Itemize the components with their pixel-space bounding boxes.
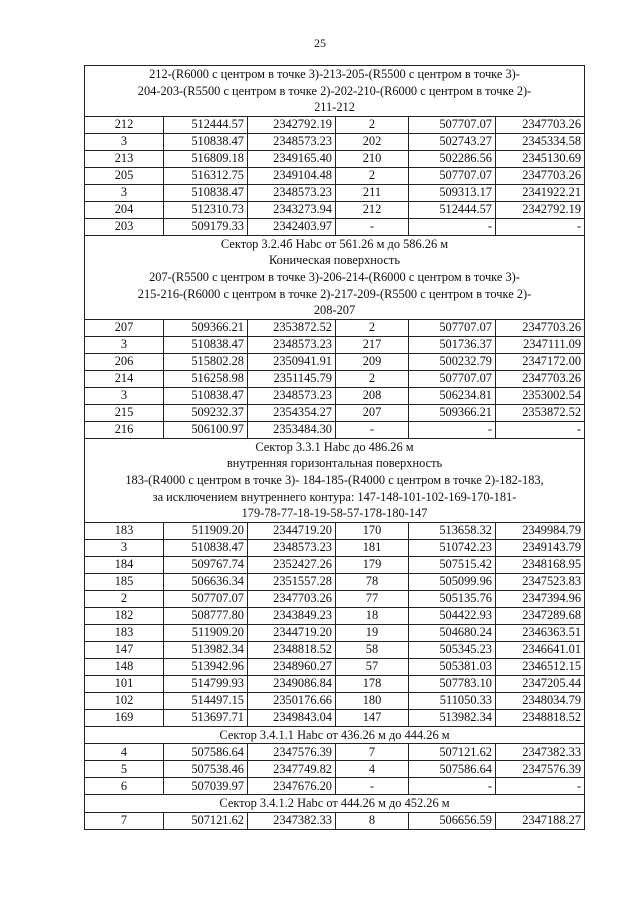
x-coordinate-cell: 502286.56 <box>409 150 496 167</box>
y-coordinate-cell: 2345130.69 <box>496 150 585 167</box>
point-id-cell: - <box>336 778 409 795</box>
y-coordinate-cell: 2349843.04 <box>248 709 336 726</box>
point-id-cell: 8 <box>336 812 409 829</box>
point-id-cell: 208 <box>336 387 409 404</box>
sector-header-line: Сектор 3.4.1.1 Нabс от 436.26 м до 444.26 м <box>219 727 450 742</box>
x-coordinate-cell: 507538.46 <box>164 761 248 778</box>
x-coordinate-cell: 513982.34 <box>164 641 248 658</box>
table-row <box>85 744 585 761</box>
y-coordinate-cell: 2343849.23 <box>248 607 336 624</box>
y-coordinate-cell: 2352427.26 <box>248 556 336 573</box>
sector-header-line: 212-(R6000 с центром в точке 3)-213-205-(R5500 с центром в точке 3)- <box>149 67 520 81</box>
point-id-cell: 183 <box>85 522 164 539</box>
x-coordinate-cell: 508777.80 <box>164 607 248 624</box>
y-coordinate-cell: 2349086.84 <box>248 675 336 692</box>
point-id-cell: 148 <box>85 658 164 675</box>
x-coordinate-cell: 507707.07 <box>409 116 496 133</box>
x-coordinate-cell: 516312.75 <box>164 167 248 184</box>
x-coordinate-cell: 501736.37 <box>409 336 496 353</box>
point-id-cell: 3 <box>85 336 164 353</box>
y-coordinate-cell: 2353872.52 <box>248 319 336 336</box>
x-coordinate-cell: 504680.24 <box>409 624 496 641</box>
point-id-cell: 101 <box>85 675 164 692</box>
x-coordinate-cell: 513697.71 <box>164 709 248 726</box>
y-coordinate-cell: - <box>496 218 585 235</box>
y-coordinate-cell: 2344719.20 <box>248 624 336 641</box>
y-coordinate-cell: 2347576.39 <box>496 761 585 778</box>
y-coordinate-cell: - <box>496 778 585 795</box>
sector-header-line: Сектор 3.2.4б Нabс от 561.26 м до 586.26 м <box>220 236 449 251</box>
x-coordinate-cell: 502743.27 <box>409 133 496 150</box>
y-coordinate-cell: 2342792.19 <box>496 201 585 218</box>
point-id-cell: 3 <box>85 387 164 404</box>
sector-header <box>85 795 585 813</box>
sector-header-line: 183-(R4000 с центром в точке 3)- 184-185-(R4000 с центром в точке 2)-182-183, <box>125 472 544 487</box>
x-coordinate-cell: 507707.07 <box>409 319 496 336</box>
y-coordinate-cell: 2348960.27 <box>248 658 336 675</box>
table-row <box>85 336 585 353</box>
y-coordinate-cell: 2347382.33 <box>248 812 336 829</box>
table-row <box>85 624 585 641</box>
y-coordinate-cell: 2347703.26 <box>496 370 585 387</box>
sector-header-line: 208-207 <box>313 303 356 318</box>
point-id-cell: 5 <box>85 761 164 778</box>
y-coordinate-cell: 2344719.20 <box>248 522 336 539</box>
y-coordinate-cell: 2347188.27 <box>496 812 585 829</box>
point-id-cell: 205 <box>85 167 164 184</box>
y-coordinate-cell: 2348573.23 <box>248 133 336 150</box>
y-coordinate-cell: 2351145.79 <box>248 370 336 387</box>
point-id-cell: 178 <box>336 675 409 692</box>
point-id-cell: 102 <box>85 692 164 709</box>
y-coordinate-cell: 2347703.26 <box>496 116 585 133</box>
table-row <box>85 133 585 150</box>
table-row <box>85 709 585 726</box>
point-id-cell: 169 <box>85 709 164 726</box>
point-id-cell: 3 <box>85 539 164 556</box>
y-coordinate-cell: 2348168.95 <box>496 556 585 573</box>
sector-header <box>85 726 585 744</box>
table-row <box>85 641 585 658</box>
x-coordinate-cell: 507707.07 <box>409 370 496 387</box>
sector-header-row <box>85 726 585 744</box>
point-id-cell: 6 <box>85 778 164 795</box>
x-coordinate-cell: 516258.98 <box>164 370 248 387</box>
y-coordinate-cell: 2348573.23 <box>248 539 336 556</box>
coordinates-table-body <box>85 66 585 830</box>
table-row <box>85 370 585 387</box>
sector-header-line: за исключением внутреннего контура: 147-148-101-102-169-170-181- <box>152 489 517 504</box>
y-coordinate-cell: 2348573.23 <box>248 184 336 201</box>
x-coordinate-cell: 513982.34 <box>409 709 496 726</box>
x-coordinate-cell: 507515.42 <box>409 556 496 573</box>
sector-header-line: внутренняя горизонтальная поверхность <box>226 456 443 471</box>
point-id-cell: 2 <box>336 167 409 184</box>
table-row <box>85 556 585 573</box>
y-coordinate-cell: 2347394.96 <box>496 590 585 607</box>
sector-header-line: 204-203-(R5500 с центром в точке 2)-202-210-(R6000 с центром в точке 2)- <box>137 83 532 98</box>
x-coordinate-cell: 507707.07 <box>409 167 496 184</box>
point-id-cell: 78 <box>336 573 409 590</box>
y-coordinate-cell: 2347111.09 <box>496 336 585 353</box>
point-id-cell: 217 <box>336 336 409 353</box>
point-id-cell: 183 <box>85 624 164 641</box>
sector-header-line: 211-212 <box>314 100 355 115</box>
point-id-cell: 206 <box>85 353 164 370</box>
point-id-cell: 184 <box>85 556 164 573</box>
y-coordinate-cell: 2347703.26 <box>248 590 336 607</box>
sector-header-line: Сектор 3.4.1.2 Нabс от 444.26 м до 452.26 м <box>219 796 450 811</box>
point-id-cell: 3 <box>85 184 164 201</box>
point-id-cell: 179 <box>336 556 409 573</box>
x-coordinate-cell: 507783.10 <box>409 675 496 692</box>
point-id-cell: - <box>336 421 409 438</box>
point-id-cell: 2 <box>336 319 409 336</box>
x-coordinate-cell: 510838.47 <box>164 133 248 150</box>
table-row <box>85 218 585 235</box>
point-id-cell: 2 <box>85 590 164 607</box>
y-coordinate-cell: 2346512.15 <box>496 658 585 675</box>
x-coordinate-cell: 510838.47 <box>164 539 248 556</box>
x-coordinate-cell: 510742.23 <box>409 539 496 556</box>
y-coordinate-cell: 2347289.68 <box>496 607 585 624</box>
y-coordinate-cell: 2347576.39 <box>248 744 336 761</box>
point-id-cell: 147 <box>336 709 409 726</box>
point-id-cell: 212 <box>336 201 409 218</box>
point-id-cell: 213 <box>85 150 164 167</box>
x-coordinate-cell: - <box>409 421 496 438</box>
point-id-cell: 57 <box>336 658 409 675</box>
y-coordinate-cell: 2350941.91 <box>248 353 336 370</box>
point-id-cell: 215 <box>85 404 164 421</box>
x-coordinate-cell: 509179.33 <box>164 218 248 235</box>
x-coordinate-cell: 509313.17 <box>409 184 496 201</box>
point-id-cell: 209 <box>336 353 409 370</box>
x-coordinate-cell: 511909.20 <box>164 522 248 539</box>
table-row <box>85 404 585 421</box>
x-coordinate-cell: 506636.34 <box>164 573 248 590</box>
point-id-cell: 182 <box>85 607 164 624</box>
y-coordinate-cell: 2347703.26 <box>496 167 585 184</box>
point-id-cell: 185 <box>85 573 164 590</box>
table-row <box>85 658 585 675</box>
x-coordinate-cell: 506100.97 <box>164 421 248 438</box>
x-coordinate-cell: 507121.62 <box>409 744 496 761</box>
point-id-cell: 181 <box>336 539 409 556</box>
point-id-cell: 2 <box>336 116 409 133</box>
sector-header-line: Сектор 3.3.1 Нabс до 486.26 м <box>255 439 414 454</box>
x-coordinate-cell: 510838.47 <box>164 184 248 201</box>
point-id-cell: 210 <box>336 150 409 167</box>
table-row <box>85 812 585 829</box>
y-coordinate-cell: 2349165.40 <box>248 150 336 167</box>
table-row <box>85 116 585 133</box>
y-coordinate-cell: 2353484.30 <box>248 421 336 438</box>
table-row <box>85 387 585 404</box>
table-row <box>85 201 585 218</box>
table-row <box>85 167 585 184</box>
x-coordinate-cell: 506234.81 <box>409 387 496 404</box>
x-coordinate-cell: 505099.96 <box>409 573 496 590</box>
x-coordinate-cell: 505381.03 <box>409 658 496 675</box>
sector-header-row <box>85 66 585 117</box>
x-coordinate-cell: 504422.93 <box>409 607 496 624</box>
x-coordinate-cell: 510838.47 <box>164 336 248 353</box>
y-coordinate-cell: 2348573.23 <box>248 336 336 353</box>
y-coordinate-cell: 2349143.79 <box>496 539 585 556</box>
y-coordinate-cell: 2341922.21 <box>496 184 585 201</box>
point-id-cell: 212 <box>85 116 164 133</box>
x-coordinate-cell: 507707.07 <box>164 590 248 607</box>
y-coordinate-cell: 2350176.66 <box>248 692 336 709</box>
x-coordinate-cell: 510838.47 <box>164 387 248 404</box>
y-coordinate-cell: 2348034.79 <box>496 692 585 709</box>
point-id-cell: 2 <box>336 370 409 387</box>
y-coordinate-cell: 2347676.20 <box>248 778 336 795</box>
table-row <box>85 539 585 556</box>
x-coordinate-cell: 509767.74 <box>164 556 248 573</box>
sector-header-row <box>85 235 585 319</box>
x-coordinate-cell: 509232.37 <box>164 404 248 421</box>
y-coordinate-cell: 2351557.28 <box>248 573 336 590</box>
point-id-cell: 4 <box>336 761 409 778</box>
sector-header-line: 207-(R5500 с центром в точке 3)-206-214-(R6000 с центром в точке 3)- <box>149 269 520 284</box>
y-coordinate-cell: 2346641.01 <box>496 641 585 658</box>
y-coordinate-cell: 2347703.26 <box>496 319 585 336</box>
y-coordinate-cell: 2349984.79 <box>496 522 585 539</box>
sector-header-line: 215-216-(R6000 с центром в точке 2)-217-209-(R5500 с центром в точке 2)- <box>137 286 532 301</box>
sector-header-line: Коническая поверхность <box>269 253 400 268</box>
x-coordinate-cell: 507586.64 <box>164 744 248 761</box>
x-coordinate-cell: 505345.23 <box>409 641 496 658</box>
point-id-cell: 211 <box>336 184 409 201</box>
x-coordinate-cell: 512444.57 <box>164 116 248 133</box>
y-coordinate-cell: 2343273.94 <box>248 201 336 218</box>
sector-header <box>85 235 585 319</box>
point-id-cell: 4 <box>85 744 164 761</box>
sector-header <box>85 438 585 522</box>
point-id-cell: 18 <box>336 607 409 624</box>
x-coordinate-cell: 507121.62 <box>164 812 248 829</box>
point-id-cell: 147 <box>85 641 164 658</box>
point-id-cell: 204 <box>85 201 164 218</box>
point-id-cell: 180 <box>336 692 409 709</box>
x-coordinate-cell: 511909.20 <box>164 624 248 641</box>
y-coordinate-cell: 2348818.52 <box>496 709 585 726</box>
table-row <box>85 319 585 336</box>
table-row <box>85 150 585 167</box>
sector-header-line: 179-78-77-18-19-58-57-178-180-147 <box>241 506 428 521</box>
y-coordinate-cell: 2354354.27 <box>248 404 336 421</box>
table-row <box>85 590 585 607</box>
sector-header <box>85 66 585 117</box>
x-coordinate-cell: 512444.57 <box>409 201 496 218</box>
table-row <box>85 607 585 624</box>
y-coordinate-cell: 2342792.19 <box>248 116 336 133</box>
x-coordinate-cell: 507586.64 <box>409 761 496 778</box>
point-id-cell: 77 <box>336 590 409 607</box>
point-id-cell: 7 <box>336 744 409 761</box>
y-coordinate-cell: 2349104.48 <box>248 167 336 184</box>
y-coordinate-cell: 2347749.82 <box>248 761 336 778</box>
x-coordinate-cell: 513942.96 <box>164 658 248 675</box>
y-coordinate-cell: 2342403.97 <box>248 218 336 235</box>
x-coordinate-cell: - <box>409 218 496 235</box>
sector-header-row <box>85 438 585 522</box>
table-row <box>85 522 585 539</box>
x-coordinate-cell: 512310.73 <box>164 201 248 218</box>
y-coordinate-cell: 2348818.52 <box>248 641 336 658</box>
y-coordinate-cell: 2348573.23 <box>248 387 336 404</box>
page-number: 25 <box>314 36 326 50</box>
y-coordinate-cell: 2347172.00 <box>496 353 585 370</box>
y-coordinate-cell: 2346363.51 <box>496 624 585 641</box>
table-row <box>85 421 585 438</box>
x-coordinate-cell: 515802.28 <box>164 353 248 370</box>
table-row <box>85 675 585 692</box>
x-coordinate-cell: - <box>409 778 496 795</box>
x-coordinate-cell: 500232.79 <box>409 353 496 370</box>
point-id-cell: 170 <box>336 522 409 539</box>
y-coordinate-cell: 2345334.58 <box>496 133 585 150</box>
x-coordinate-cell: 507039.97 <box>164 778 248 795</box>
x-coordinate-cell: 514799.93 <box>164 675 248 692</box>
table-row <box>85 761 585 778</box>
x-coordinate-cell: 511050.33 <box>409 692 496 709</box>
x-coordinate-cell: 509366.21 <box>409 404 496 421</box>
x-coordinate-cell: 513658.32 <box>409 522 496 539</box>
x-coordinate-cell: 516809.18 <box>164 150 248 167</box>
point-id-cell: 216 <box>85 421 164 438</box>
point-id-cell: 207 <box>336 404 409 421</box>
table-row <box>85 184 585 201</box>
y-coordinate-cell: 2347382.33 <box>496 744 585 761</box>
point-id-cell: 214 <box>85 370 164 387</box>
table-row <box>85 778 585 795</box>
x-coordinate-cell: 506656.59 <box>409 812 496 829</box>
y-coordinate-cell: 2353872.52 <box>496 404 585 421</box>
point-id-cell: - <box>336 218 409 235</box>
sector-header-row <box>85 795 585 813</box>
y-coordinate-cell: 2353002.54 <box>496 387 585 404</box>
x-coordinate-cell: 509366.21 <box>164 319 248 336</box>
point-id-cell: 7 <box>85 812 164 829</box>
point-id-cell: 203 <box>85 218 164 235</box>
point-id-cell: 19 <box>336 624 409 641</box>
table-row <box>85 692 585 709</box>
point-id-cell: 207 <box>85 319 164 336</box>
y-coordinate-cell: 2347523.83 <box>496 573 585 590</box>
point-id-cell: 202 <box>336 133 409 150</box>
point-id-cell: 58 <box>336 641 409 658</box>
x-coordinate-cell: 514497.15 <box>164 692 248 709</box>
x-coordinate-cell: 505135.76 <box>409 590 496 607</box>
y-coordinate-cell: 2347205.44 <box>496 675 585 692</box>
coordinates-table <box>84 65 585 830</box>
table-row <box>85 353 585 370</box>
y-coordinate-cell: - <box>496 421 585 438</box>
point-id-cell: 3 <box>85 133 164 150</box>
table-row <box>85 573 585 590</box>
